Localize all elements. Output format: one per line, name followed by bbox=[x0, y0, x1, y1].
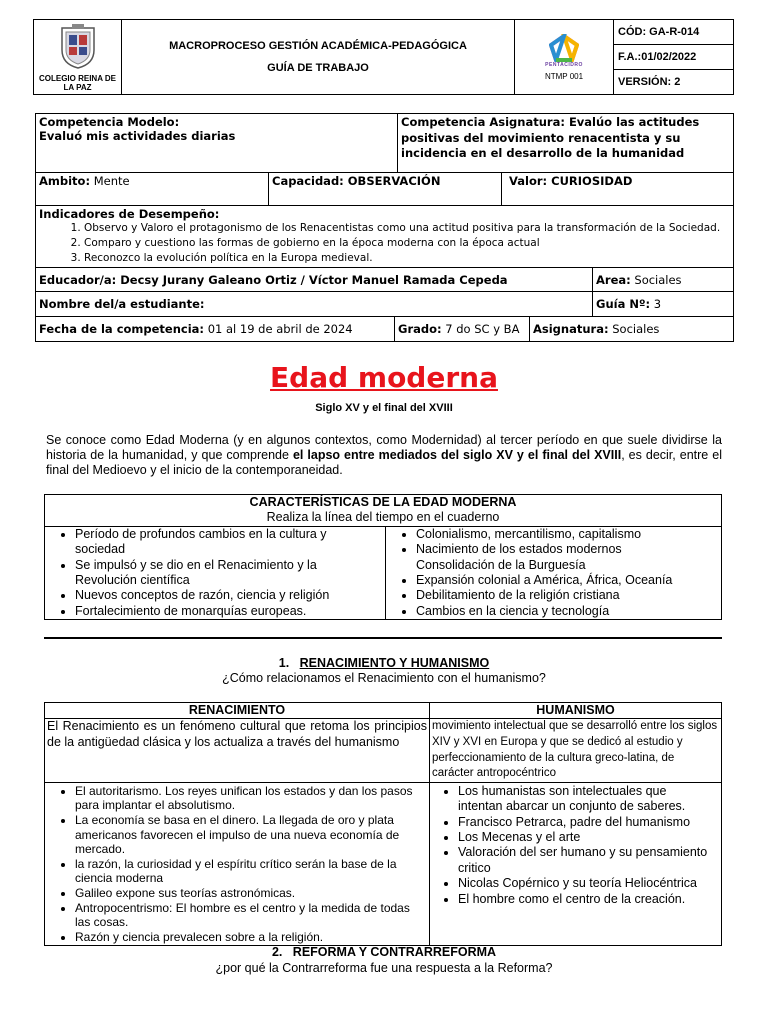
caracteristicas-left-cell bbox=[45, 526, 386, 619]
pentagon-logo-icon bbox=[549, 34, 579, 62]
caracteristicas-header bbox=[45, 495, 722, 527]
educador-value: Educador/a: Decsy Jurany Galeano Ortiz / Víctor Manuel Ramada Cepeda bbox=[39, 272, 508, 287]
humanismo-header bbox=[430, 703, 722, 719]
ambito-table bbox=[35, 172, 734, 206]
grado-label: Grado: bbox=[398, 322, 442, 336]
competencia-asignatura-cell bbox=[398, 114, 734, 173]
section2-number: 2. bbox=[271, 945, 283, 959]
estudiante-label: Nombre del/a estudiante: bbox=[39, 297, 205, 311]
section2-title: REFORMA Y CONTRARREFORMA bbox=[292, 945, 497, 959]
ambito-cell bbox=[36, 173, 269, 206]
fa-cell bbox=[614, 45, 734, 69]
renacimiento-items-cell bbox=[45, 782, 430, 946]
renacimiento-definition: El Renacimiento es un fenómeno cultural que retoma los principios de la antigüedad clásica y los actualiza a través del humanismo bbox=[47, 719, 427, 749]
section-divider bbox=[44, 637, 722, 639]
fa-date: F.A.:01/02/2022 bbox=[618, 50, 697, 63]
grado-value: 7 do SC y BA bbox=[445, 322, 520, 336]
macroproceso-title: MACROPROCESO GESTIÓN ACADÉMICA-PEDAGÓGICA bbox=[169, 40, 467, 52]
list-item: • Francisco Petrarca, padre del humanismo bbox=[458, 815, 711, 830]
fecha-table bbox=[35, 316, 734, 342]
school-crest-icon bbox=[58, 22, 98, 70]
title-block bbox=[0, 361, 768, 394]
list-item: • Cambios en la ciencia y tecnología bbox=[416, 604, 711, 619]
list-item: • Debilitamiento de la religión cristiana bbox=[416, 588, 711, 603]
list-item: • Los humanistas son intelectuales que intentan abarcar un conjunto de saberes. bbox=[458, 784, 711, 815]
page-subtitle: Siglo XV y el final del XVIII bbox=[315, 402, 453, 414]
capacidad-cell bbox=[269, 173, 502, 206]
area-cell bbox=[593, 268, 734, 292]
humanismo-def-cell bbox=[430, 719, 722, 782]
intro-text-pre: Se conoce como Edad Moderna (y en algunos contextos, como Modernidad) al tercer período en que suele dividirse la historia de la humanidad, y que comprende bbox=[46, 433, 722, 462]
school-name: COLEGIO REINA DE LA PAZ bbox=[38, 74, 117, 92]
renacimiento-list bbox=[45, 784, 429, 945]
grado-cell bbox=[395, 317, 530, 342]
competencia-modelo-cell bbox=[36, 114, 398, 173]
list-item: • la razón, la curiosidad y el espíritu crítico serán la base de la ciencia moderna bbox=[75, 857, 415, 886]
section1-heading bbox=[0, 656, 768, 670]
guia-title: GUÍA DE TRABAJO bbox=[267, 62, 369, 74]
section1-question: ¿Cómo relacionamos el Renacimiento con el humanismo? bbox=[222, 671, 546, 685]
educador-table bbox=[35, 267, 734, 317]
guia-label: Guía Nº: bbox=[596, 297, 651, 311]
list-item: • Fortalecimiento de monarquías europeas. bbox=[75, 604, 335, 619]
caracteristicas-right-list bbox=[386, 527, 721, 619]
capacidad-value: Capacidad: OBSERVACIÓN bbox=[272, 174, 441, 188]
indicadores-cell bbox=[36, 206, 734, 268]
indicadores-table bbox=[35, 205, 734, 268]
guia-cell bbox=[593, 292, 734, 317]
humanismo-list bbox=[430, 784, 721, 907]
section1-number: 1. bbox=[278, 656, 290, 670]
caracteristicas-table bbox=[44, 494, 722, 620]
area-label: Area: bbox=[596, 272, 631, 287]
list-item: • Colonialismo, mercantilismo, capitalismo bbox=[416, 527, 711, 542]
list-item: • Nicolas Copérnico y su teoría Heliocéntrica bbox=[458, 876, 711, 891]
school-logo-cell bbox=[34, 20, 122, 95]
humanismo-definition: movimiento intelectual que se desarrolló entre los siglos XIV y XVI en Europa y que se dedicó al estudio y perfeccionamiento de la cultura greco-latina, de carácter antropocéntrico bbox=[432, 720, 718, 780]
col2-header: HUMANISMO bbox=[536, 703, 615, 717]
caracteristicas-title: CARACTERÍSTICAS DE LA EDAD MODERNA bbox=[249, 495, 517, 509]
list-item: • El autoritarismo. Los reyes unifican los estados y dan los pasos para implantar el absolutismo. bbox=[75, 784, 415, 813]
indicador-item: 2. Comparo y cuestiono las formas de gobierno en la época moderna con la época actual bbox=[84, 236, 730, 251]
renacimiento-def-cell bbox=[45, 719, 430, 782]
fecha-label: Fecha de la competencia: bbox=[39, 322, 205, 336]
list-item: • El hombre como el centro de la creación. bbox=[458, 892, 711, 907]
list-item: • Período de profundos cambios en la cultura y sociedad bbox=[75, 527, 335, 558]
indicadores-label: Indicadores de Desempeño: bbox=[39, 207, 220, 221]
ambito-value: Mente bbox=[93, 174, 130, 188]
section1-title: RENACIMIENTO Y HUMANISMO bbox=[299, 656, 490, 670]
competencia-modelo-label: Competencia Modelo: bbox=[39, 115, 180, 129]
fecha-value: 01 al 19 de abril de 2024 bbox=[207, 322, 353, 336]
section2-heading bbox=[0, 945, 768, 959]
cod-cell bbox=[614, 20, 734, 45]
header-title-cell bbox=[122, 20, 515, 95]
list-item: • Expansión colonial a América, África, Oceanía bbox=[416, 573, 711, 588]
list-item: • Antropocentrismo: El hombre es el centro y la medida de todas las cosas. bbox=[75, 901, 415, 930]
list-item: • Se impulsó y se dio en el Renacimiento y la Revolución científica bbox=[75, 558, 335, 589]
list-item: • Los Mecenas y el arte bbox=[458, 830, 711, 845]
indicador-item: 3. Reconozco la evolución política en la Europa medieval. bbox=[84, 251, 730, 266]
list-item: • Galileo expone sus teorías astronómicas. bbox=[75, 886, 415, 901]
caracteristicas-left-list bbox=[45, 527, 385, 619]
version-code: VERSIÓN: 2 bbox=[618, 75, 681, 88]
info-block bbox=[35, 113, 734, 342]
valor-cell bbox=[502, 173, 734, 206]
pentacidro-cell bbox=[515, 20, 614, 95]
list-item: • Nuevos conceptos de razón, ciencia y religión bbox=[75, 588, 335, 603]
section2-question: ¿por qué la Contrarreforma fue una respuesta a la Reforma? bbox=[215, 961, 553, 975]
list-item: • Valoración del ser humano y su pensamiento critico bbox=[458, 845, 711, 876]
asignatura-value: Sociales bbox=[612, 322, 660, 336]
header-table bbox=[33, 19, 734, 95]
asignatura-label: Asignatura: bbox=[533, 322, 609, 336]
guia-value: 3 bbox=[653, 297, 662, 311]
area-value: Sociales bbox=[634, 272, 682, 287]
col1-header: RENACIMIENTO bbox=[188, 703, 286, 717]
list-item: • Razón y ciencia prevalecen sobre a la religión. bbox=[75, 930, 415, 945]
renacimiento-header bbox=[45, 703, 430, 719]
list-item: • La economía se basa en el dinero. La llegada de oro y plata americanos favorecen el impulso de una nueva economía de mercado. bbox=[75, 813, 415, 857]
indicador-item: 1. Observo y Valoro el protagonismo de los Renacentistas como una actitud positiva para la transformación de la Sociedad. bbox=[84, 221, 730, 236]
intro-paragraph bbox=[46, 433, 722, 478]
ntmp-code: NTMP 001 bbox=[544, 71, 584, 81]
competencia-modelo-value: Evaluó mis actividades diarias bbox=[39, 129, 236, 143]
fecha-cell bbox=[36, 317, 395, 342]
intro-text-bold: el lapso entre mediados del siglo XV y el final del XVIII bbox=[292, 448, 622, 462]
intro-text-post: , es decir, entre el final del Medioevo y el inicio de la contemporaneidad. bbox=[46, 448, 722, 477]
valor-value: Valor: CURIOSIDAD bbox=[509, 174, 633, 188]
page-title: Edad moderna bbox=[270, 361, 498, 394]
estudiante-cell bbox=[36, 292, 593, 317]
indicadores-list bbox=[39, 221, 730, 266]
humanismo-items-cell bbox=[430, 782, 722, 946]
cod-code: CÓD: GA-R-014 bbox=[618, 26, 700, 39]
competencias-table bbox=[35, 113, 734, 173]
pentacidro-text: PENTACIDRO bbox=[545, 61, 583, 68]
caracteristicas-subtitle: Realiza la línea del tiempo en el cuaderno bbox=[266, 510, 500, 525]
competencia-asignatura: Competencia Asignatura: Evalúo las actitudes positivas del movimiento renacentista y su incidencia en el desarrollo de la humanidad bbox=[401, 115, 700, 160]
caracteristicas-right-cell bbox=[386, 526, 722, 619]
ambito-label: Ambito: bbox=[39, 174, 91, 188]
renacimiento-humanismo-table bbox=[44, 702, 722, 946]
asignatura-cell bbox=[530, 317, 734, 342]
educador-cell bbox=[36, 268, 593, 292]
version-cell bbox=[614, 69, 734, 94]
list-item: • Nacimiento de los estados modernos Consolidación de la Burguesía bbox=[416, 542, 711, 573]
